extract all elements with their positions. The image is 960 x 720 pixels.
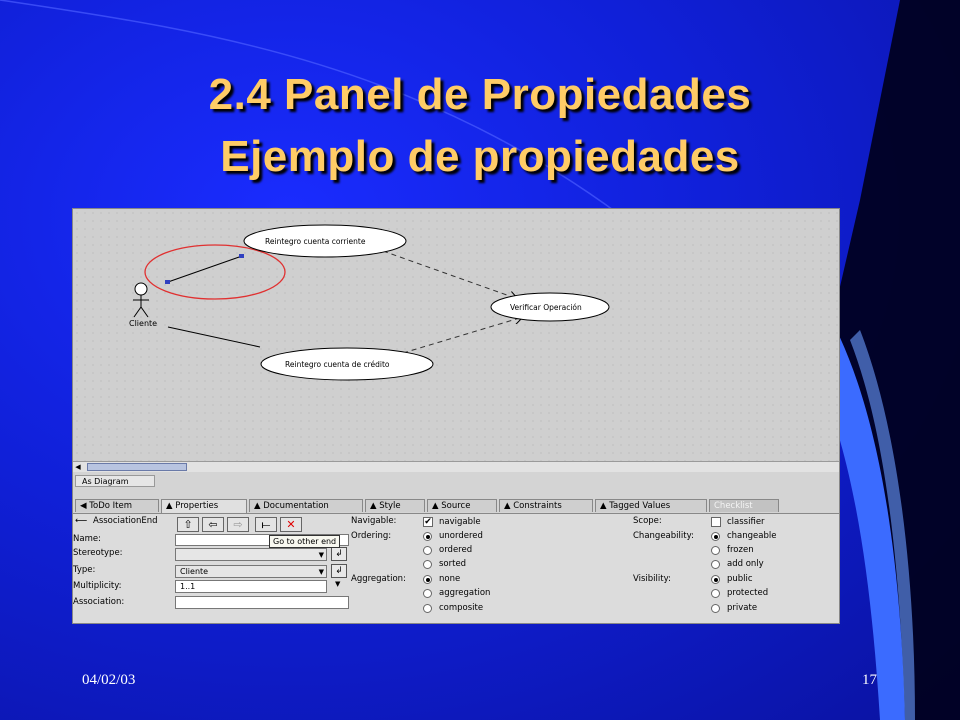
navigate-up-icon[interactable]: ⇧	[177, 517, 199, 532]
aggregation-label: Aggregation:	[351, 574, 406, 584]
changeability-option: frozen	[727, 545, 754, 555]
tab-todo-item[interactable]: ◀ ToDo Item	[75, 499, 159, 512]
type-label: Type:	[73, 565, 96, 575]
delete-icon[interactable]: ✕	[280, 517, 302, 532]
changeability-radio-add-only[interactable]	[711, 560, 720, 569]
aggregation-option: none	[439, 574, 461, 584]
association-label: Association:	[73, 597, 125, 607]
selection-handle	[239, 254, 244, 258]
dependency-line-1	[383, 251, 518, 299]
visibility-option: protected	[727, 588, 769, 598]
slide-title-line2: Ejemplo de propiedades	[220, 132, 740, 181]
tab-documentation[interactable]: ▲ Documentation	[249, 499, 363, 512]
changeability-option: add only	[727, 559, 764, 569]
aggregation-radio-composite[interactable]	[423, 604, 432, 613]
visibility-label: Visibility:	[633, 574, 671, 584]
aggregation-option: composite	[439, 603, 484, 613]
edit-stereotype-icon[interactable]: ↲	[331, 547, 347, 561]
aggregation-radio-none[interactable]	[423, 575, 432, 584]
navigable-checkbox[interactable]: ✔	[424, 517, 432, 527]
dependency-line-2	[403, 317, 523, 353]
changeability-label: Changeability:	[633, 531, 694, 541]
scope-classifier-checkbox[interactable]	[711, 517, 721, 527]
navigate-forward-icon: ⇨	[227, 517, 249, 532]
visibility-radio-private[interactable]	[711, 604, 720, 613]
type-select[interactable]: Cliente ▼	[175, 565, 327, 578]
tab-source[interactable]: ▲ Source	[427, 499, 497, 512]
use-case-label: Reintegro cuenta corriente	[265, 237, 366, 246]
association-field[interactable]	[175, 596, 349, 609]
changeability-option: changeable	[727, 531, 777, 541]
diagram-tab[interactable]: As Diagram	[75, 475, 155, 487]
name-label: Name:	[73, 534, 101, 544]
association-line-selected	[168, 256, 242, 282]
navigate-back-icon[interactable]: ⇦	[202, 517, 224, 532]
association-end-icon: ⟵	[75, 516, 88, 526]
visibility-option: private	[727, 603, 758, 613]
tab-tagged-values[interactable]: ▲ Tagged Values	[595, 499, 707, 512]
tab-checklist: Checklist	[709, 499, 779, 512]
multiplicity-field[interactable]: 1..1	[175, 580, 327, 593]
stereotype-label: Stereotype:	[73, 548, 123, 558]
tab-style[interactable]: ▲ Style	[365, 499, 425, 512]
navigable-label: Navigable:	[351, 516, 397, 526]
argouml-screenshot	[72, 208, 840, 624]
ordering-radio-sorted[interactable]	[423, 560, 432, 569]
use-case-label: Verificar Operación	[510, 303, 582, 312]
changeability-radio-frozen[interactable]	[711, 546, 720, 555]
tooltip: Go to other end	[269, 535, 340, 548]
chevron-down-icon: ▼	[318, 551, 324, 559]
edit-type-icon[interactable]: ↲	[331, 564, 347, 578]
ordering-option: sorted	[439, 559, 467, 569]
ordering-option: ordered	[439, 545, 473, 555]
selection-handle	[165, 280, 170, 284]
multiplicity-label: Multiplicity:	[73, 581, 122, 591]
tab-properties[interactable]: ▲ Properties	[161, 499, 247, 513]
stereotype-select[interactable]	[175, 548, 327, 561]
scope-label: Scope:	[633, 516, 662, 526]
association-line	[168, 327, 260, 347]
ordering-radio-ordered[interactable]	[423, 546, 432, 555]
aggregation-option: aggregation	[439, 588, 491, 598]
visibility-radio-protected[interactable]	[711, 589, 720, 598]
visibility-option: public	[727, 574, 753, 584]
chevron-down-icon[interactable]: ▼	[335, 580, 341, 588]
slide-date: 04/02/03	[82, 672, 136, 688]
go-to-other-end-icon[interactable]: ⟝	[255, 517, 277, 532]
horizontal-scrollbar[interactable]	[73, 461, 839, 472]
details-tab-bar	[73, 499, 839, 513]
slide-title-line1: 2.4 Panel de Propiedades	[208, 70, 752, 119]
properties-panel	[73, 513, 839, 624]
use-case-label: Reintegro cuenta de crédito	[285, 360, 390, 369]
ordering-radio-unordered[interactable]	[423, 532, 432, 541]
highlight-circle	[145, 245, 285, 299]
scope-option-label: classifier	[727, 517, 765, 527]
chevron-down-icon: ▼	[318, 568, 324, 576]
changeability-radio-changeable[interactable]	[711, 532, 720, 541]
navigable-option-label: navigable	[439, 517, 481, 527]
slide-number: 17	[862, 672, 877, 688]
ordering-option: unordered	[439, 531, 483, 541]
aggregation-radio-aggregation[interactable]	[423, 589, 432, 598]
actor-label: Cliente	[129, 319, 158, 328]
visibility-radio-public[interactable]	[711, 575, 720, 584]
scroll-left-icon[interactable]: ◀	[75, 463, 81, 471]
scrollbar-thumb[interactable]	[87, 463, 187, 471]
diagram-canvas[interactable]	[73, 209, 839, 461]
tab-constraints[interactable]: ▲ Constraints	[499, 499, 593, 512]
ordering-label: Ordering:	[351, 531, 392, 541]
element-type-label: AssociationEnd	[93, 516, 158, 526]
actor-stick-figure	[133, 283, 149, 317]
